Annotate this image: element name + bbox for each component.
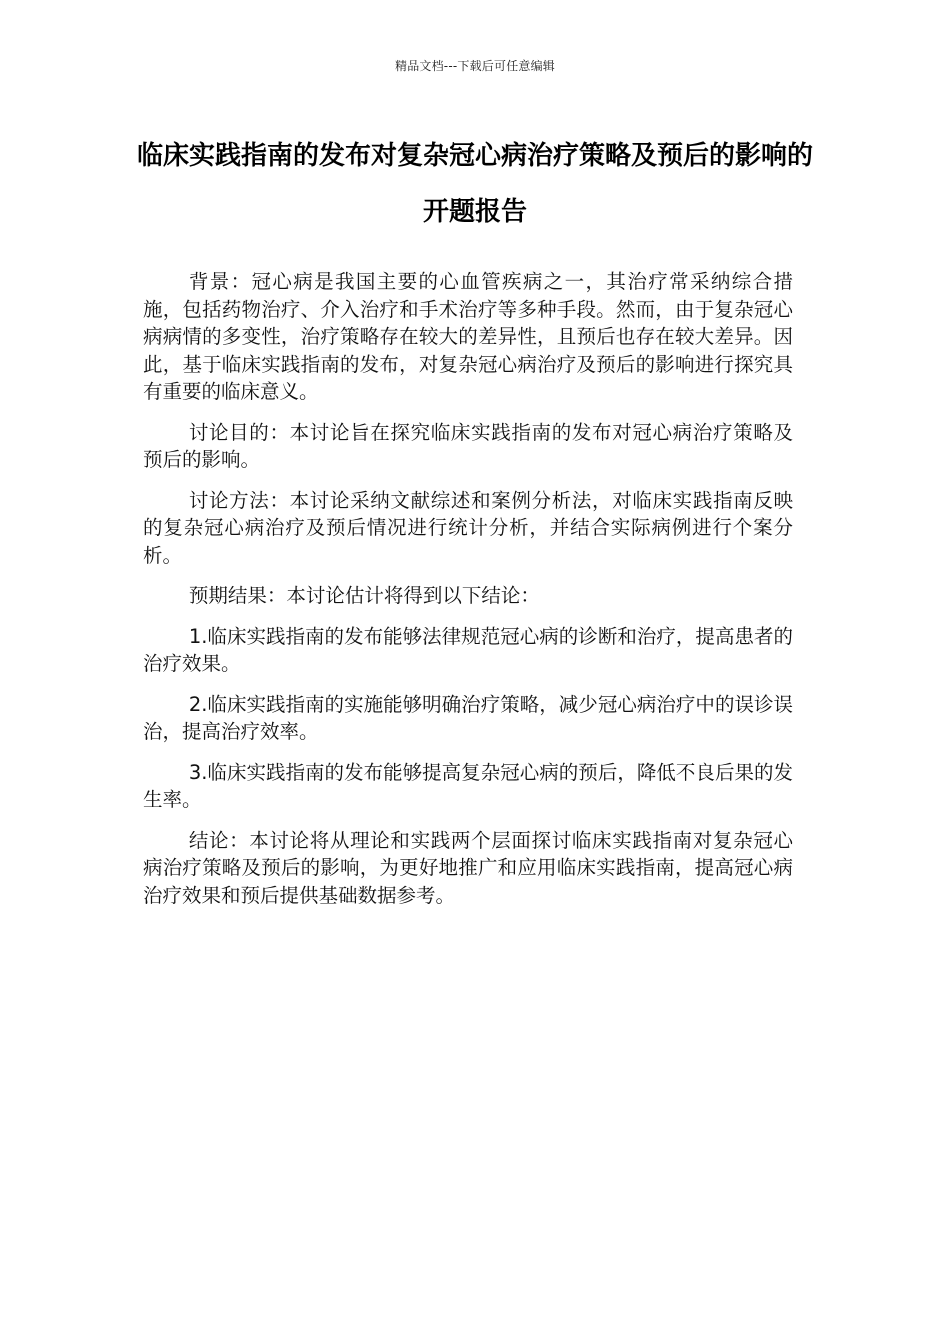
paragraph-result-1: 1.临床实践指南的发布能够法律规范冠心病的诊断和治疗，提高患者的治疗效果。 (143, 624, 793, 675)
paragraph-result-2: 2.临床实践指南的实施能够明确治疗策略，减少冠心病治疗中的误诊误治，提高治疗效率。 (143, 692, 793, 743)
paragraph-result-3: 3.临床实践指南的发布能够提高复杂冠心病的预后，降低不良后果的发生率。 (143, 760, 793, 811)
paragraph-purpose: 讨论目的：本讨论旨在探究临床实践指南的发布对冠心病治疗策略及预后的影响。 (143, 420, 793, 471)
paragraph-background: 背景：冠心病是我国主要的心血管疾病之一，其治疗常采纳综合措施，包括药物治疗、介入治疗和手术治疗等多种手段。然而，由于复杂冠心病病情的多变性，治疗策略存在较大的差异性，且预后也存在较大差异。因此，基于临床实践指南的发布，对复杂冠心病治疗及预后的影响进行探究具有重要的临床意义。 (143, 270, 793, 403)
paragraph-conclusion: 结论：本讨论将从理论和实践两个层面探讨临床实践指南对复杂冠心病治疗策略及预后的影响，为更好地推广和应用临床实践指南，提高冠心病治疗效果和预后提供基础数据参考。 (143, 828, 793, 907)
document-body (143, 268, 793, 922)
paragraph-method: 讨论方法：本讨论采纳文献综述和案例分析法，对临床实践指南反映的复杂冠心病治疗及预后情况进行统计分析，并结合实际病例进行个案分析。 (143, 488, 793, 567)
document-title: 临床实践指南的发布对复杂冠心病治疗策略及预后的影响的开题报告 (136, 141, 813, 227)
header-note: 精品文档---下载后可任意编辑 (395, 59, 555, 73)
paragraph-expected-results: 预期结果：本讨论估计将得到以下结论： (188, 584, 540, 607)
